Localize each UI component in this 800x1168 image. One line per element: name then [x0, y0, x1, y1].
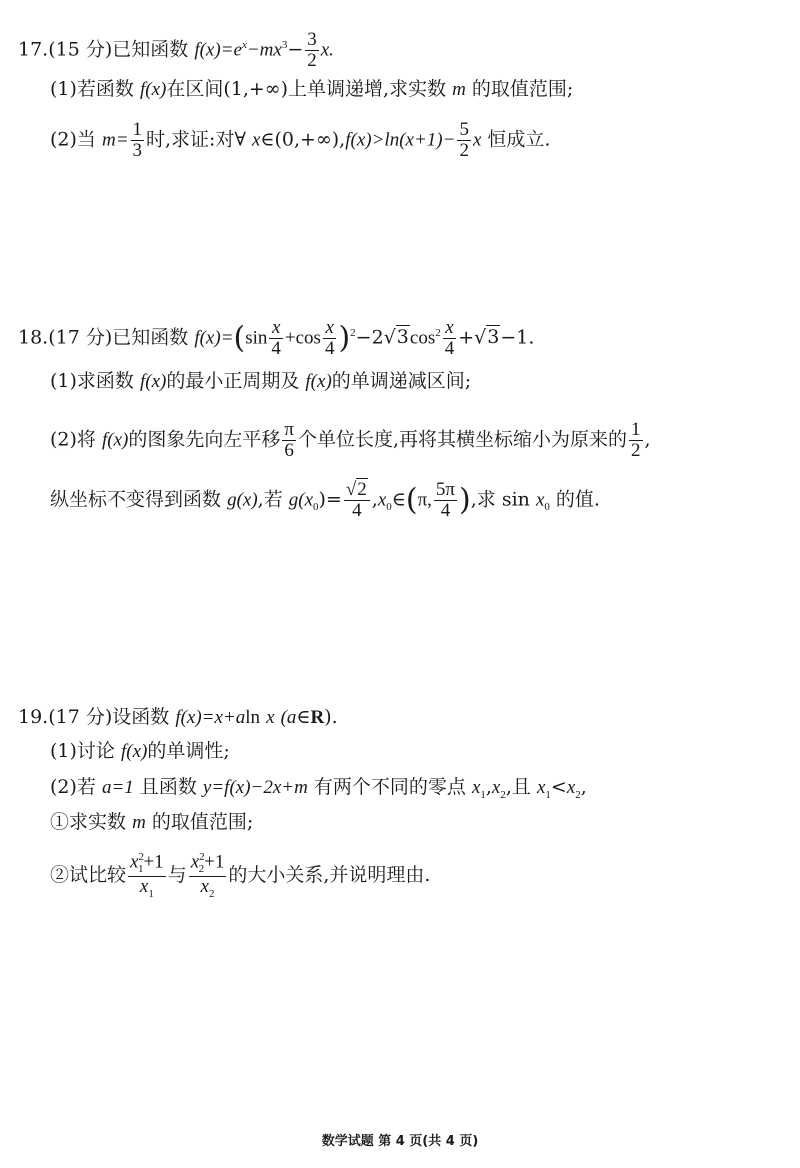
q17-frac: $\frac{3}{2}$	[307, 29, 317, 71]
q19-line: 19.(17 分)设函数 f(x)=x+aln x (a∈R).	[18, 706, 338, 728]
q17-fdef: f(x)=e	[194, 39, 242, 61]
q19-part1: (1)讨论 f(x)的单调性;	[50, 740, 230, 762]
q18-part3: 纵坐标不变得到函数 g(x),若 $g(x_0)=$ $\frac{√2}{4}$ $,x_0\in(\pi$, $\frac{5\pi}{4}$ ),求 $\sin x_0$ 的值.	[50, 479, 600, 521]
q19-part2: (2)若 a=1 且函数 y=f(x)−2x+m 有两个不同的零点 $x_1,x_2$,且 $x_1<x_2$,	[50, 776, 587, 801]
q18-number: 18.	[18, 326, 49, 349]
q19-sub1: ①求实数 m 的取值范围;	[50, 811, 254, 833]
q19-number: 19.	[18, 706, 49, 728]
q17-line: 17.(15 分)已知函数 $f(x)=e^x-mx^3-$ $\frac{3}{2}$ x.	[18, 29, 334, 71]
q18-line: 18.(17 分)已知函数 f(x)=(sin $\frac{x}{4}$ +cos $\frac{x}{4}$ )$^2-2√3\cos^2$ $\frac{x}{4}$ +√3−1.	[18, 317, 535, 359]
q17-mx: −mx	[246, 39, 282, 61]
q17-part2: (2)当 m= $\frac{1}{3}$ 时,求证:对∀ x∈(0,+∞),f(x)>ln(x+1)− $\frac{5}{2}$ x 恒成立.	[50, 119, 551, 161]
q17-part1: (1)若函数 f(x)在区间(1,+∞)上单调递增,求实数 m 的取值范围;	[50, 78, 574, 100]
q17-number: 17.	[18, 38, 49, 61]
q18-part1: (1)求函数 f(x)的最小正周期及 f(x)的单调递减区间;	[50, 370, 472, 392]
q17-tail: x.	[320, 39, 334, 61]
page-footer: 数学试题 第 4 页(共 4 页)	[321, 1134, 479, 1149]
q19-sub2: ②试比较 $\frac{x^2_1+1}{x_1}$ 与 $\frac{x^2_2+1}{x_2}$ 的大小关系,并说明理由.	[50, 851, 431, 900]
q18-part2: (2)将 f(x)的图象先向左平移 $\frac{\pi}{6}$ 个单位长度,再将其横坐标缩小为原来的 $\frac{1}{2}$ ,	[50, 419, 651, 461]
q19-head: (17 分)设函数	[48, 706, 170, 728]
q17-head: (15 分)已知函数	[48, 38, 189, 61]
q18-head: (17 分)已知函数	[48, 326, 189, 349]
